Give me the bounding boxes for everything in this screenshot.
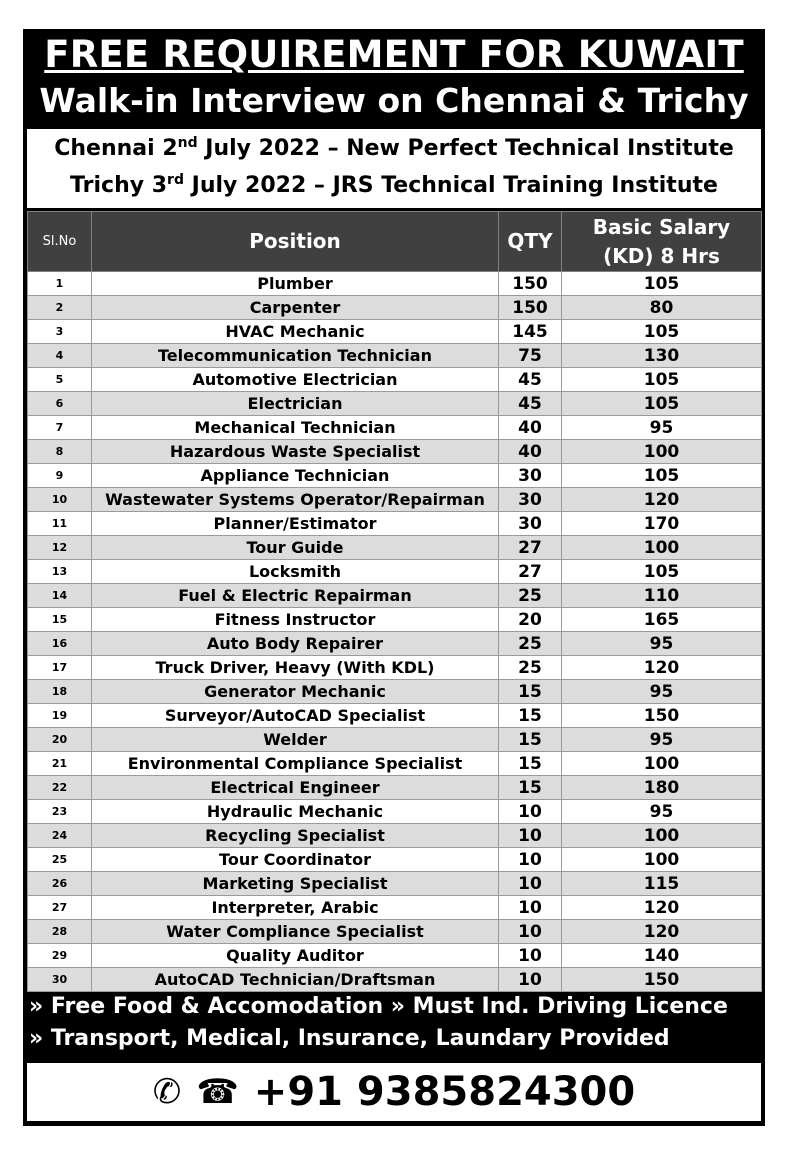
table-row — [28, 728, 762, 752]
cell-qty: 27 — [499, 536, 562, 560]
cell-slno: 27 — [28, 896, 92, 920]
cell-position: Hazardous Waste Specialist — [92, 440, 499, 464]
cell-position: Automotive Electrician — [92, 368, 499, 392]
cell-slno: 25 — [28, 848, 92, 872]
cell-salary: 100 — [562, 536, 762, 560]
cell-salary: 105 — [562, 464, 762, 488]
cell-salary: 180 — [562, 776, 762, 800]
cell-salary: 130 — [562, 344, 762, 368]
cell-slno: 8 — [28, 440, 92, 464]
header-salary-line1: Basic Salary — [592, 214, 731, 239]
cell-slno: 10 — [28, 488, 92, 512]
table-row — [28, 392, 762, 416]
cell-salary: 95 — [562, 416, 762, 440]
cell-qty: 30 — [499, 488, 562, 512]
table-row — [28, 584, 762, 608]
cell-qty: 15 — [499, 752, 562, 776]
table-row — [28, 344, 762, 368]
venue-date-text: Trichy 3 — [70, 173, 168, 198]
cell-position: Truck Driver, Heavy (With KDL) — [92, 656, 499, 680]
header-qty: QTY — [499, 212, 562, 272]
benefit-line: » Free Food & Accomodation » Must Ind. Driving Licence — [29, 994, 728, 1019]
table-row — [28, 560, 762, 584]
table-body — [28, 272, 762, 992]
cell-salary: 95 — [562, 680, 762, 704]
cell-qty: 15 — [499, 704, 562, 728]
mobile-phone-icon: ✆ — [152, 1072, 182, 1112]
cell-qty: 25 — [499, 656, 562, 680]
cell-slno: 4 — [28, 344, 92, 368]
cell-qty: 150 — [499, 272, 562, 296]
cell-slno: 22 — [28, 776, 92, 800]
cell-slno: 7 — [28, 416, 92, 440]
cell-salary: 150 — [562, 968, 762, 992]
cell-slno: 30 — [28, 968, 92, 992]
cell-slno: 19 — [28, 704, 92, 728]
table-row — [28, 704, 762, 728]
cell-position: Water Compliance Specialist — [92, 920, 499, 944]
cell-position: Tour Coordinator — [92, 848, 499, 872]
cell-slno: 20 — [28, 728, 92, 752]
cell-qty: 40 — [499, 440, 562, 464]
cell-salary: 100 — [562, 848, 762, 872]
cell-salary: 120 — [562, 488, 762, 512]
phone-number[interactable]: +91 9385824300 — [253, 1069, 636, 1115]
poster-header — [23, 29, 765, 129]
cell-qty: 10 — [499, 944, 562, 968]
cell-qty: 145 — [499, 320, 562, 344]
cell-slno: 9 — [28, 464, 92, 488]
cell-qty: 10 — [499, 920, 562, 944]
cell-position: Surveyor/AutoCAD Specialist — [92, 704, 499, 728]
benefit-line: » Transport, Medical, Insurance, Laundary Provided — [29, 1026, 670, 1051]
table-row — [28, 464, 762, 488]
table-row — [28, 944, 762, 968]
cell-position: Auto Body Repairer — [92, 632, 499, 656]
cell-qty: 25 — [499, 632, 562, 656]
cell-salary: 95 — [562, 632, 762, 656]
cell-salary: 95 — [562, 800, 762, 824]
table-row — [28, 800, 762, 824]
cell-position: Environmental Compliance Specialist — [92, 752, 499, 776]
telephone-icon: ☎ — [196, 1072, 239, 1112]
cell-salary: 170 — [562, 512, 762, 536]
cell-qty: 30 — [499, 464, 562, 488]
cell-slno: 26 — [28, 872, 92, 896]
cell-position: Mechanical Technician — [92, 416, 499, 440]
cell-slno: 3 — [28, 320, 92, 344]
cell-position: Electrical Engineer — [92, 776, 499, 800]
cell-slno: 17 — [28, 656, 92, 680]
cell-salary: 110 — [562, 584, 762, 608]
cell-slno: 1 — [28, 272, 92, 296]
cell-qty: 30 — [499, 512, 562, 536]
cell-qty: 40 — [499, 416, 562, 440]
table-row — [28, 872, 762, 896]
cell-qty: 45 — [499, 392, 562, 416]
cell-salary: 105 — [562, 560, 762, 584]
cell-position: Plumber — [92, 272, 499, 296]
header-slno: Sl.No — [28, 212, 92, 272]
cell-slno: 21 — [28, 752, 92, 776]
table-row — [28, 848, 762, 872]
cell-position: Appliance Technician — [92, 464, 499, 488]
contact-bar — [27, 1063, 761, 1121]
table-row — [28, 920, 762, 944]
cell-slno: 5 — [28, 368, 92, 392]
cell-qty: 10 — [499, 848, 562, 872]
cell-slno: 28 — [28, 920, 92, 944]
header-salary-line2: (KD) 8 Hrs — [603, 243, 720, 268]
cell-salary: 100 — [562, 824, 762, 848]
cell-position: Planner/Estimator — [92, 512, 499, 536]
table-row — [28, 368, 762, 392]
cell-qty: 10 — [499, 800, 562, 824]
cell-salary: 120 — [562, 920, 762, 944]
table-row — [28, 752, 762, 776]
positions-table — [27, 211, 762, 992]
cell-qty: 45 — [499, 368, 562, 392]
cell-salary: 80 — [562, 296, 762, 320]
cell-qty: 75 — [499, 344, 562, 368]
table-row — [28, 896, 762, 920]
table-row — [28, 656, 762, 680]
cell-salary: 105 — [562, 320, 762, 344]
table-row — [28, 272, 762, 296]
table-row — [28, 776, 762, 800]
cell-position: Recycling Specialist — [92, 824, 499, 848]
table-row — [28, 608, 762, 632]
cell-slno: 13 — [28, 560, 92, 584]
cell-salary: 105 — [562, 392, 762, 416]
table-row — [28, 512, 762, 536]
cell-salary: 115 — [562, 872, 762, 896]
cell-position: Marketing Specialist — [92, 872, 499, 896]
cell-position: Hydraulic Mechanic — [92, 800, 499, 824]
table-row — [28, 296, 762, 320]
cell-salary: 95 — [562, 728, 762, 752]
table-row — [28, 632, 762, 656]
venue-name-text: July 2022 – JRS Technical Training Institute — [183, 173, 718, 198]
table-row — [28, 320, 762, 344]
cell-salary: 165 — [562, 608, 762, 632]
cell-position: Generator Mechanic — [92, 680, 499, 704]
cell-position: Locksmith — [92, 560, 499, 584]
table-row — [28, 680, 762, 704]
venue-trichy — [27, 167, 761, 205]
venue-date-text: Chennai 2 — [54, 136, 178, 161]
cell-slno: 23 — [28, 800, 92, 824]
cell-position: Fitness Instructor — [92, 608, 499, 632]
cell-slno: 15 — [28, 608, 92, 632]
table-header-row — [28, 212, 762, 272]
cell-salary: 105 — [562, 368, 762, 392]
cell-salary: 140 — [562, 944, 762, 968]
cell-salary: 100 — [562, 752, 762, 776]
cell-position: Welder — [92, 728, 499, 752]
interview-venues — [27, 129, 761, 208]
table-row — [28, 824, 762, 848]
cell-salary: 100 — [562, 440, 762, 464]
header-position: Position — [92, 212, 499, 272]
poster-title: FREE REQUIREMENT FOR KUWAIT — [44, 33, 744, 76]
date-ordinal: nd — [177, 135, 198, 151]
table-row — [28, 416, 762, 440]
cell-qty: 10 — [499, 968, 562, 992]
cell-qty: 15 — [499, 776, 562, 800]
cell-qty: 15 — [499, 680, 562, 704]
cell-position: Interpreter, Arabic — [92, 896, 499, 920]
cell-salary: 150 — [562, 704, 762, 728]
table-row — [28, 968, 762, 992]
cell-qty: 10 — [499, 896, 562, 920]
cell-slno: 6 — [28, 392, 92, 416]
cell-position: AutoCAD Technician/Draftsman — [92, 968, 499, 992]
cell-position: Electrician — [92, 392, 499, 416]
cell-salary: 105 — [562, 272, 762, 296]
table-row — [28, 440, 762, 464]
cell-salary: 120 — [562, 656, 762, 680]
cell-position: Telecommunication Technician — [92, 344, 499, 368]
benefits — [27, 991, 761, 1055]
cell-qty: 25 — [499, 584, 562, 608]
cell-slno: 16 — [28, 632, 92, 656]
cell-slno: 18 — [28, 680, 92, 704]
cell-qty: 27 — [499, 560, 562, 584]
cell-position: Carpenter — [92, 296, 499, 320]
cell-qty: 10 — [499, 872, 562, 896]
cell-salary: 120 — [562, 896, 762, 920]
cell-slno: 12 — [28, 536, 92, 560]
cell-slno: 24 — [28, 824, 92, 848]
cell-position: Tour Guide — [92, 536, 499, 560]
table-row — [28, 536, 762, 560]
cell-slno: 2 — [28, 296, 92, 320]
cell-position: Quality Auditor — [92, 944, 499, 968]
job-poster — [23, 29, 765, 1126]
venue-chennai — [27, 129, 761, 167]
cell-qty: 20 — [499, 608, 562, 632]
cell-position: Wastewater Systems Operator/Repairman — [92, 488, 499, 512]
venue-name-text: July 2022 – New Perfect Technical Institute — [197, 136, 734, 161]
cell-qty: 150 — [499, 296, 562, 320]
poster-subtitle: Walk-in Interview on Chennai & Trichy — [39, 81, 749, 120]
cell-qty: 10 — [499, 824, 562, 848]
table-row — [28, 488, 762, 512]
cell-position: HVAC Mechanic — [92, 320, 499, 344]
header-salary — [562, 212, 762, 272]
cell-slno: 11 — [28, 512, 92, 536]
cell-slno: 14 — [28, 584, 92, 608]
cell-position: Fuel & Electric Repairman — [92, 584, 499, 608]
date-ordinal: rd — [167, 172, 184, 188]
cell-qty: 15 — [499, 728, 562, 752]
cell-slno: 29 — [28, 944, 92, 968]
